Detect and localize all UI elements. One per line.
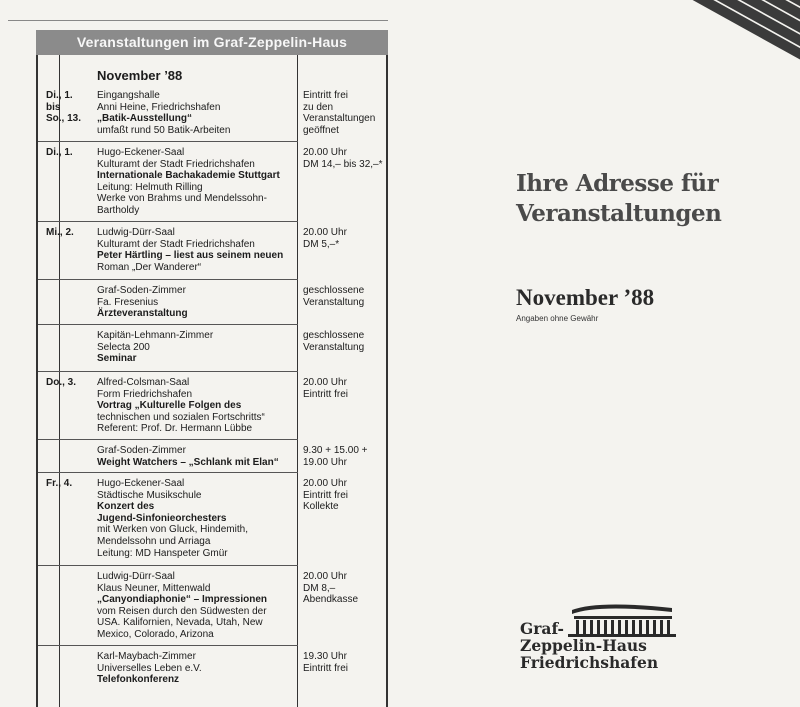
cover-title-line2: Veranstaltungen (516, 200, 722, 227)
column-divider (297, 55, 298, 707)
graf-zeppelin-haus-logo (520, 598, 690, 683)
top-rule (8, 0, 388, 21)
event-description: Hugo-Eckener-Saal Städtische Musikschule Konzert des Jugend-Sinfonieorchesters mit Werken von Gluck, Hindemith, Mendelssohn und Arriaga Leitung: MD Hanspeter Gmür (97, 478, 248, 559)
event-info: 19.30 Uhr Eintritt frei (303, 651, 349, 674)
row-separator (38, 439, 298, 440)
event-info: 20.00 Uhr DM 14,– bis 32,–* (303, 147, 383, 170)
event-info: geschlossene Veranstaltung (303, 285, 365, 308)
event-info: Eintritt frei zu den Veranstaltungen geöffnet (303, 90, 376, 136)
event-description: Graf-Soden-Zimmer Fa. Fresenius Ärzteveranstaltung (97, 285, 188, 320)
event-info: 20.00 Uhr Eintritt frei Kollekte (303, 478, 349, 513)
event-table (36, 55, 388, 707)
row-separator (38, 565, 298, 566)
event-description: Alfred-Colsman-Saal Form Friedrichshafen Vortrag „Kulturelle Folgen des technischen und sozialen Fortschritts“ Referent: Prof. Dr. Hermann Lübbe (97, 377, 265, 435)
month-heading: November ’88 (97, 68, 183, 83)
event-description: Ludwig-Dürr-Saal Kulturamt der Stadt Friedrichshafen Peter Härtling – liest aus seinem neuen Roman „Der Wanderer“ (97, 227, 284, 273)
logo-wordmark: Graf- Zeppelin-Haus Friedrichshafen (520, 619, 659, 672)
event-description: Kapitän-Lehmann-Zimmer Selecta 200 Seminar (97, 330, 214, 365)
row-separator (38, 324, 298, 325)
event-info: geschlossene Veranstaltung (303, 330, 365, 353)
event-date: Di., 1. bis So., 13. (46, 90, 82, 125)
event-description: Graf-Soden-Zimmer Weight Watchers – „Schlank mit Elan“ (97, 445, 279, 468)
event-date: Di., 1. (46, 147, 73, 158)
row-separator (38, 221, 298, 222)
event-date: Fr., 4. (46, 478, 73, 489)
event-info: 20.00 Uhr DM 5,–* (303, 227, 347, 250)
event-description: Hugo-Eckener-Saal Kulturamt der Stadt Friedrichshafen Internationale Bachakademie Stuttgart Leitung: Helmuth Rilling Werke von Brahms und Mendelssohn- Bartholdy (97, 147, 280, 216)
row-separator (38, 279, 298, 280)
row-separator (38, 141, 298, 142)
cover-month: November ’88 (516, 285, 655, 310)
row-separator (38, 472, 298, 473)
corner-stripes (660, 0, 800, 75)
event-info: 20.00 Uhr DM 8,– Abendkasse (303, 571, 359, 606)
event-date: Mi., 2. (46, 227, 74, 238)
listing-banner: Veranstaltungen im Graf-Zeppelin-Haus (36, 30, 388, 55)
disclaimer-note: Angaben ohne Gewähr (516, 314, 599, 323)
event-listing-panel (0, 0, 398, 707)
row-separator (38, 645, 298, 646)
row-separator (38, 371, 298, 372)
cover-panel (398, 0, 800, 707)
event-date: Do., 3. (46, 377, 77, 388)
event-description: Eingangshalle Anni Heine, Friedrichshafen „Batik-Ausstellung“ umfaßt rund 50 Batik-Arbeiten (97, 90, 231, 136)
cover-title-line1: Ihre Adresse für (516, 170, 719, 197)
event-info: 9.30 + 15.00 + 19.00 Uhr (303, 445, 368, 468)
event-description: Ludwig-Dürr-Saal Klaus Neuner, Mittenwald „Canyondiaphonie“ – Impressionen vom Reisen durch den Südwesten der USA. Kalifornien, Nevada, Utah, New Mexico, Colorado, Arizona (97, 571, 268, 640)
event-info: 20.00 Uhr Eintritt frei (303, 377, 349, 400)
event-description: Karl-Maybach-Zimmer Universelles Leben e.V. Telefonkonferenz (97, 651, 202, 686)
